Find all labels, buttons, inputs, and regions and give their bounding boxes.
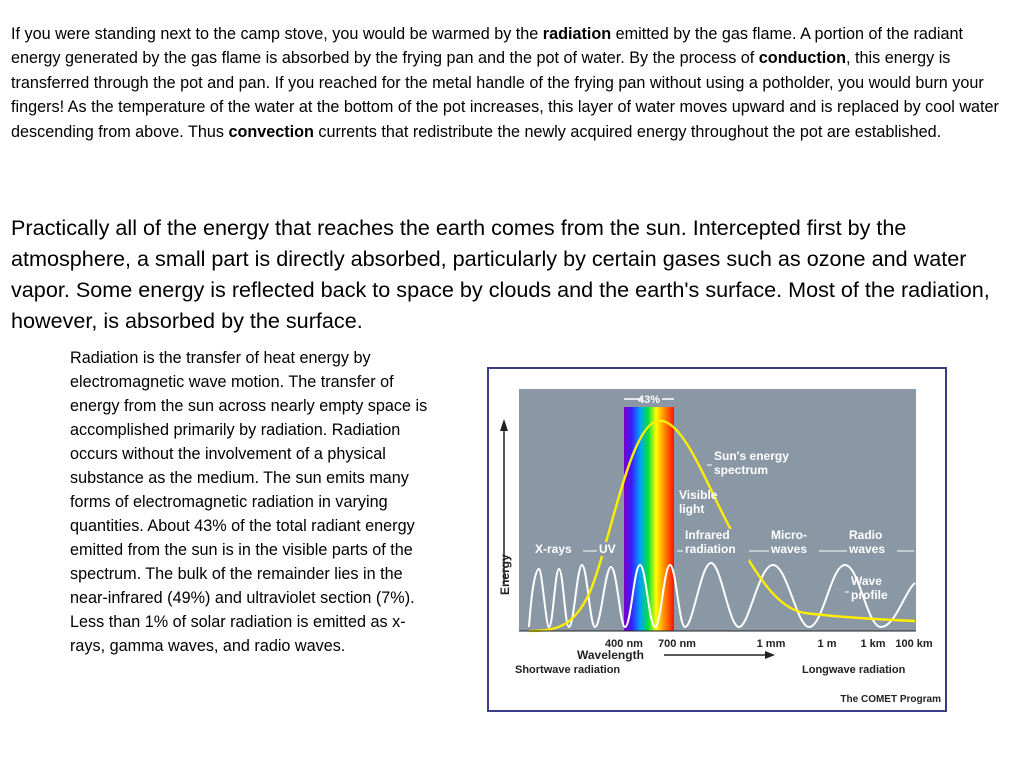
term-convection: convection [228,122,314,141]
wave-profile-label-2: profile [851,588,888,602]
y-axis-label: Energy [498,554,512,595]
xrays-label: X-rays [535,542,572,556]
y-axis-arrow [500,419,508,431]
wave-profile-label-1: Wave [851,574,882,588]
uv-label: UV [599,542,616,556]
tick-1mm: 1 mm [756,638,786,650]
percent-label: 43% [637,394,661,406]
intro-text-2: emitted by the gas flame. A portion of the radiant energy generated by the gas flame is absorbed by the frying pan and the pot of water. By the process of [11,25,963,68]
sun-spectrum-label-2: spectrum [714,463,769,477]
tick-100km: 100 km [895,638,933,650]
radio-label-1: Radio [849,528,883,542]
radio-label-2: waves [849,542,886,556]
sun-spectrum-label-1: Sun's energy [714,449,789,463]
micro-label-1: Micro- [771,528,807,542]
tick-1m: 1 m [817,638,837,650]
tick-700nm: 700 nm [658,638,696,650]
credit-label: The COMET Program [840,694,941,705]
infrared-label-1: Infrared [685,528,730,542]
sun-energy-paragraph: Practically all of the energy that reaches the earth comes from the sun. Intercepted first by the atmosphere, a small part is directly absorbed, particularly by certain gases such as ozone and water vapor. Some energy is reflected back to space by clouds and the earth's surface. Most of the radiation, however, is absorbed by the surface. [11,215,990,333]
intro-text-4: currents that redistribute the newly acquired energy throughout the pot are established. [313,122,942,141]
term-radiation: radiation [542,25,612,43]
x-axis-label: Wavelength [577,648,644,662]
longwave-label: Longwave radiation [802,664,906,676]
intro-text-3: , this energy is transferred through the pot and pan. If you reached for the metal handle of the frying pan without using a potholder, you would burn your fingers! As the temperature of the water at the bottom of the pot increases, this layer of water moves upward and is replaced by cool water descending from above. Thus [11,49,999,141]
micro-label-2: waves [771,542,808,556]
spectrum-figure [487,367,947,712]
term-conduction: conduction [758,49,847,68]
spectrum-diagram [489,369,945,710]
tick-400nm: 400 nm [605,638,643,650]
shortwave-label: Shortwave radiation [515,664,621,676]
x-axis-arrow [765,651,775,659]
intro-paragraph [11,22,1016,144]
radiation-paragraph: Radiation is the transfer of heat energy by electromagnetic wave motion. The transfer of energy from the sun across nearly empty space is accomplished primarily by radiation. Radiation occurs without the involvement of a physical substance as the medium. The sun emits many forms of electromagnetic radiation in varying quantities. About 43% of the total radiant energy emitted from the sun is in the visible parts of the spectrum. The bulk of the remainder lies in the near-infrared (49%) and ultraviolet section (7%). Less than 1% of solar radiation is emitted as x-rays, gamma waves, and radio waves. [70,349,428,655]
visible-label-2: light [679,502,705,516]
tick-1km: 1 km [860,638,886,650]
infrared-label-2: radiation [685,542,736,556]
intro-text-1: If you were standing next to the camp stove, you would be warmed by the [11,25,543,43]
visible-label-1: Visible [679,488,718,502]
